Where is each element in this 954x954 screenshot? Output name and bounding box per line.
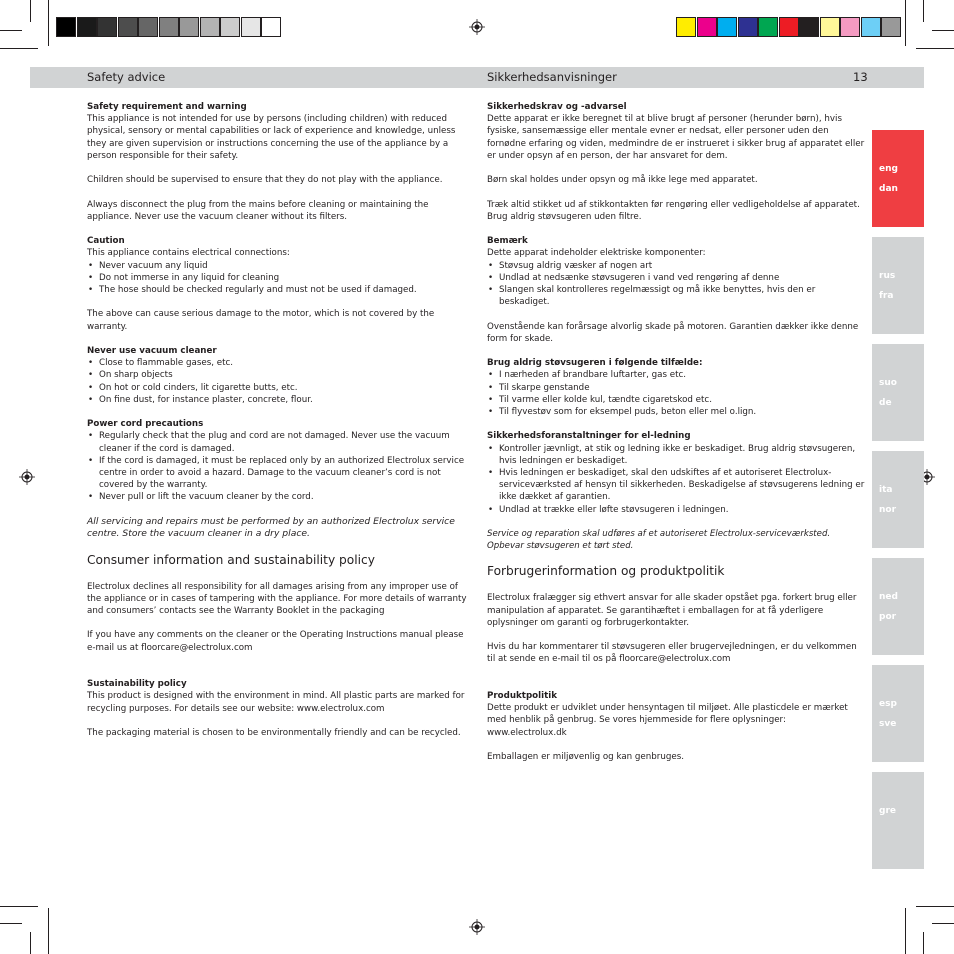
color-swatch <box>200 17 220 37</box>
sustainability-text: Dette produkt er udviklet under hensyntagen til miljøet. Alle plasticdele er mærket med henblik på genbrug. Se vores hjemmeside for flere oplysninger: www.electrolux.dk <box>487 703 848 738</box>
never-heading: Never use vacuum cleaner <box>87 345 217 356</box>
color-swatch <box>241 17 261 37</box>
consumer-section-title: Consumer information and sustainability policy <box>87 552 375 567</box>
list-item: • Til varme eller kolde kul, tændte cigaretskod etc. <box>487 394 867 406</box>
unplug-text: Træk altid stikket ud af stikkontakten før rengøring eller vedligeholdelse af apparatet. Brug aldrig støvsugeren uden filtre. <box>487 199 860 222</box>
left-header-title: Safety advice <box>87 70 166 84</box>
page-number: 13 <box>853 70 868 84</box>
registration-mark-icon <box>469 919 485 935</box>
never-heading: Brug aldrig støvsugeren i følgende tilfælde: <box>487 358 703 369</box>
language-tab[interactable] <box>872 558 924 655</box>
caution-list <box>87 260 467 297</box>
caution-heading: Caution <box>87 236 125 247</box>
list-item: • Do not immerse in any liquid for cleaning <box>87 272 467 284</box>
color-swatch <box>820 17 840 37</box>
tab-label: gre <box>879 806 896 816</box>
list-item: • Slangen skal kontrolleres regelmæssigt og må ikke benyttes, hvis den er beskadiget. <box>487 284 867 308</box>
color-swatch <box>799 17 819 37</box>
service-note: Service og reparation skal udføres af et autoriseret Electrolux-serviceværksted. Opbevar støvsugeren et tørt sted. <box>487 529 831 552</box>
tab-label: de <box>879 398 892 408</box>
caution-intro: This appliance contains electrical connections: <box>87 248 290 259</box>
service-note: All servicing and repairs must be performed by an authorized Electrolux service centre. Store the vacuum cleaner in a dry place. <box>87 515 455 540</box>
language-tab[interactable] <box>872 665 924 762</box>
language-tab[interactable] <box>872 130 924 227</box>
list-item: • If the cord is damaged, it must be replaced only by an authorized Electrolux service centre in order to avoid a hazard. Damage to the vacuum cleaner’s cord is not covered by the warranty. <box>87 455 467 492</box>
caution-intro: Dette apparat indeholder elektriske komponenter: <box>487 248 706 259</box>
list-item: • Never vacuum any liquid <box>87 260 467 272</box>
cord-heading: Sikkerhedsforanstaltninger for el-ledning <box>487 431 691 442</box>
damage-text: The above can cause serious damage to the motor, which is not covered by the warranty. <box>87 309 435 332</box>
tab-label: por <box>879 612 897 622</box>
caution-heading: Bemærk <box>487 236 528 247</box>
tab-label: dan <box>879 184 898 194</box>
safety-text: Dette apparat er ikke beregnet til at blive brugt af personer (herunder børn), hvis fysiske, sansemæssige eller mentale evner er nedsat, eller personer uden den fornødne erfaring og viden, medmindre de er instrueret i sikker brug af apparatet eller er under opsyn af en person, der har ansvaret for dem. <box>487 114 865 161</box>
safety-heading: Safety requirement and warning <box>87 102 247 112</box>
list-item: • On hot or cold cinders, lit cigarette butts, etc. <box>87 382 467 394</box>
color-swatch <box>138 17 158 37</box>
list-item: • On fine dust, for instance plaster, concrete, flour. <box>87 394 467 406</box>
color-swatch <box>220 17 240 37</box>
packaging-text: Emballagen er miljøvenlig og kan genbruges. <box>487 751 685 762</box>
language-tab[interactable] <box>872 772 924 869</box>
never-list <box>87 357 467 406</box>
color-swatch <box>738 17 758 37</box>
caution-list <box>487 260 867 309</box>
right-header-title: Sikkerhedsanvisninger <box>487 70 617 84</box>
cord-list <box>487 443 867 516</box>
sustainability-heading: Produktpolitik <box>487 690 558 701</box>
list-item: • Støvsug aldrig væsker af nogen art <box>487 260 867 272</box>
list-item: • Til skarpe genstande <box>487 382 867 394</box>
tab-label: fra <box>879 291 894 301</box>
children-text: Children should be supervised to ensure that they do not play with the appliance. <box>87 175 443 186</box>
safety-text: This appliance is not intended for use by persons (including children) with reduced physical, sensory or mental capabilities or lack of experience and knowledge, unless they are given supervision or instructions concerning the use of the appliance by a person responsible for their safety. <box>87 114 456 161</box>
color-swatch <box>758 17 778 37</box>
color-swatch <box>840 17 860 37</box>
tab-label: ita <box>879 485 893 495</box>
tab-label: ned <box>879 592 898 602</box>
registration-mark-icon <box>469 19 485 35</box>
unplug-text: Always disconnect the plug from the mains before cleaning or maintaining the appliance. Never use the vacuum cleaner without its filters. <box>87 199 429 222</box>
packaging-text: The packaging material is chosen to be environmentally friendly and can be recycled. <box>87 727 461 738</box>
cord-list <box>87 430 467 503</box>
consumer-text: Electrolux declines all responsibility for all damages arising from any improper use of the appliance or in cases of tampering with the appliance. For more details of warranty and consumers’ contacts see the Warranty Booklet in the packaging <box>87 581 467 617</box>
color-swatch <box>881 17 901 37</box>
sustainability-text: This product is designed with the environment in mind. All plastic parts are marked for recycling purposes. For details see our website: www.electrolux.com <box>87 691 465 714</box>
color-swatch <box>261 17 281 37</box>
language-tab[interactable] <box>872 451 924 548</box>
list-item: • Never pull or lift the vacuum cleaner by the cord. <box>87 491 467 503</box>
list-item: • On sharp objects <box>87 369 467 381</box>
english-column <box>87 101 467 739</box>
list-item: • Close to flammable gases, etc. <box>87 357 467 369</box>
color-swatch <box>77 17 97 37</box>
tab-label: eng <box>879 164 898 174</box>
list-item: • Undlad at trække eller løfte støvsugeren i ledningen. <box>487 504 867 516</box>
list-item: • Kontroller jævnligt, at stik og ledning ikke er beskadiget. Brug aldrig støvsugeren, hvis ledningen er beskadiget. <box>487 443 867 467</box>
list-item: • The hose should be checked regularly and must not be used if damaged. <box>87 284 467 296</box>
color-swatch <box>179 17 199 37</box>
tab-label: esp <box>879 699 897 709</box>
color-swatch <box>97 17 117 37</box>
tab-label: sve <box>879 719 897 729</box>
sustainability-heading: Sustainability policy <box>87 679 187 690</box>
list-item: • Til flyvestøv som for eksempel puds, beton eller mel o.lign. <box>487 406 867 418</box>
list-item: • I nærheden af brandbare luftarter, gas etc. <box>487 369 867 381</box>
tab-label: nor <box>879 505 897 515</box>
damage-text: Ovenstående kan forårsage alvorlig skade på motoren. Garantien dækker ikke denne form for skade. <box>487 321 859 344</box>
consumer-text: Electrolux fralægger sig ethvert ansvar for alle skader opstået pga. forkert brug eller manipulation af apparatet. Se garantihæftet i emballagen for at få yderligere oplysninger om garanti og forbrugerkontakter. <box>487 593 857 628</box>
comments-text: If you have any comments on the cleaner or the Operating Instructions manual please e-mail us at floorcare@electrolux.com <box>87 630 464 653</box>
color-swatch <box>717 17 737 37</box>
tab-label: rus <box>879 271 896 281</box>
list-item: • Hvis ledningen er beskadiget, skal den udskiftes af et autoriseret Electrolux-serviceværksted af hensyn til sikkerheden. Beskadigelse af støvsugerens ledning er ikke dækket af garantien. <box>487 467 867 504</box>
list-item: • Undlad at nedsænke støvsugeren i vand ved rengøring af denne <box>487 272 867 284</box>
children-text: Børn skal holdes under opsyn og må ikke lege med apparatet. <box>487 175 758 186</box>
cord-heading: Power cord precautions <box>87 419 204 430</box>
never-list <box>487 369 867 418</box>
tab-label: suo <box>879 378 897 388</box>
list-item: • Regularly check that the plug and cord are not damaged. Never use the vacuum cleaner if the cord is damaged. <box>87 430 467 454</box>
color-swatch <box>159 17 179 37</box>
safety-heading: Sikkerhedskrav og -advarsel <box>487 102 627 112</box>
danish-column <box>487 101 867 763</box>
color-swatch <box>676 17 696 37</box>
color-swatch <box>56 17 76 37</box>
consumer-section-title: Forbrugerinformation og produktpolitik <box>487 564 725 579</box>
color-swatch <box>779 17 799 37</box>
color-swatch <box>861 17 881 37</box>
color-swatch <box>118 17 138 37</box>
language-tab[interactable] <box>872 344 924 441</box>
language-tab[interactable] <box>872 237 924 334</box>
color-swatch <box>697 17 717 37</box>
registration-mark-icon <box>19 469 35 485</box>
comments-text: Hvis du har kommentarer til støvsugeren eller brugervejledningen, er du velkommen til at sende en e-mail til os på floorcare@electrolux.com <box>487 642 857 665</box>
